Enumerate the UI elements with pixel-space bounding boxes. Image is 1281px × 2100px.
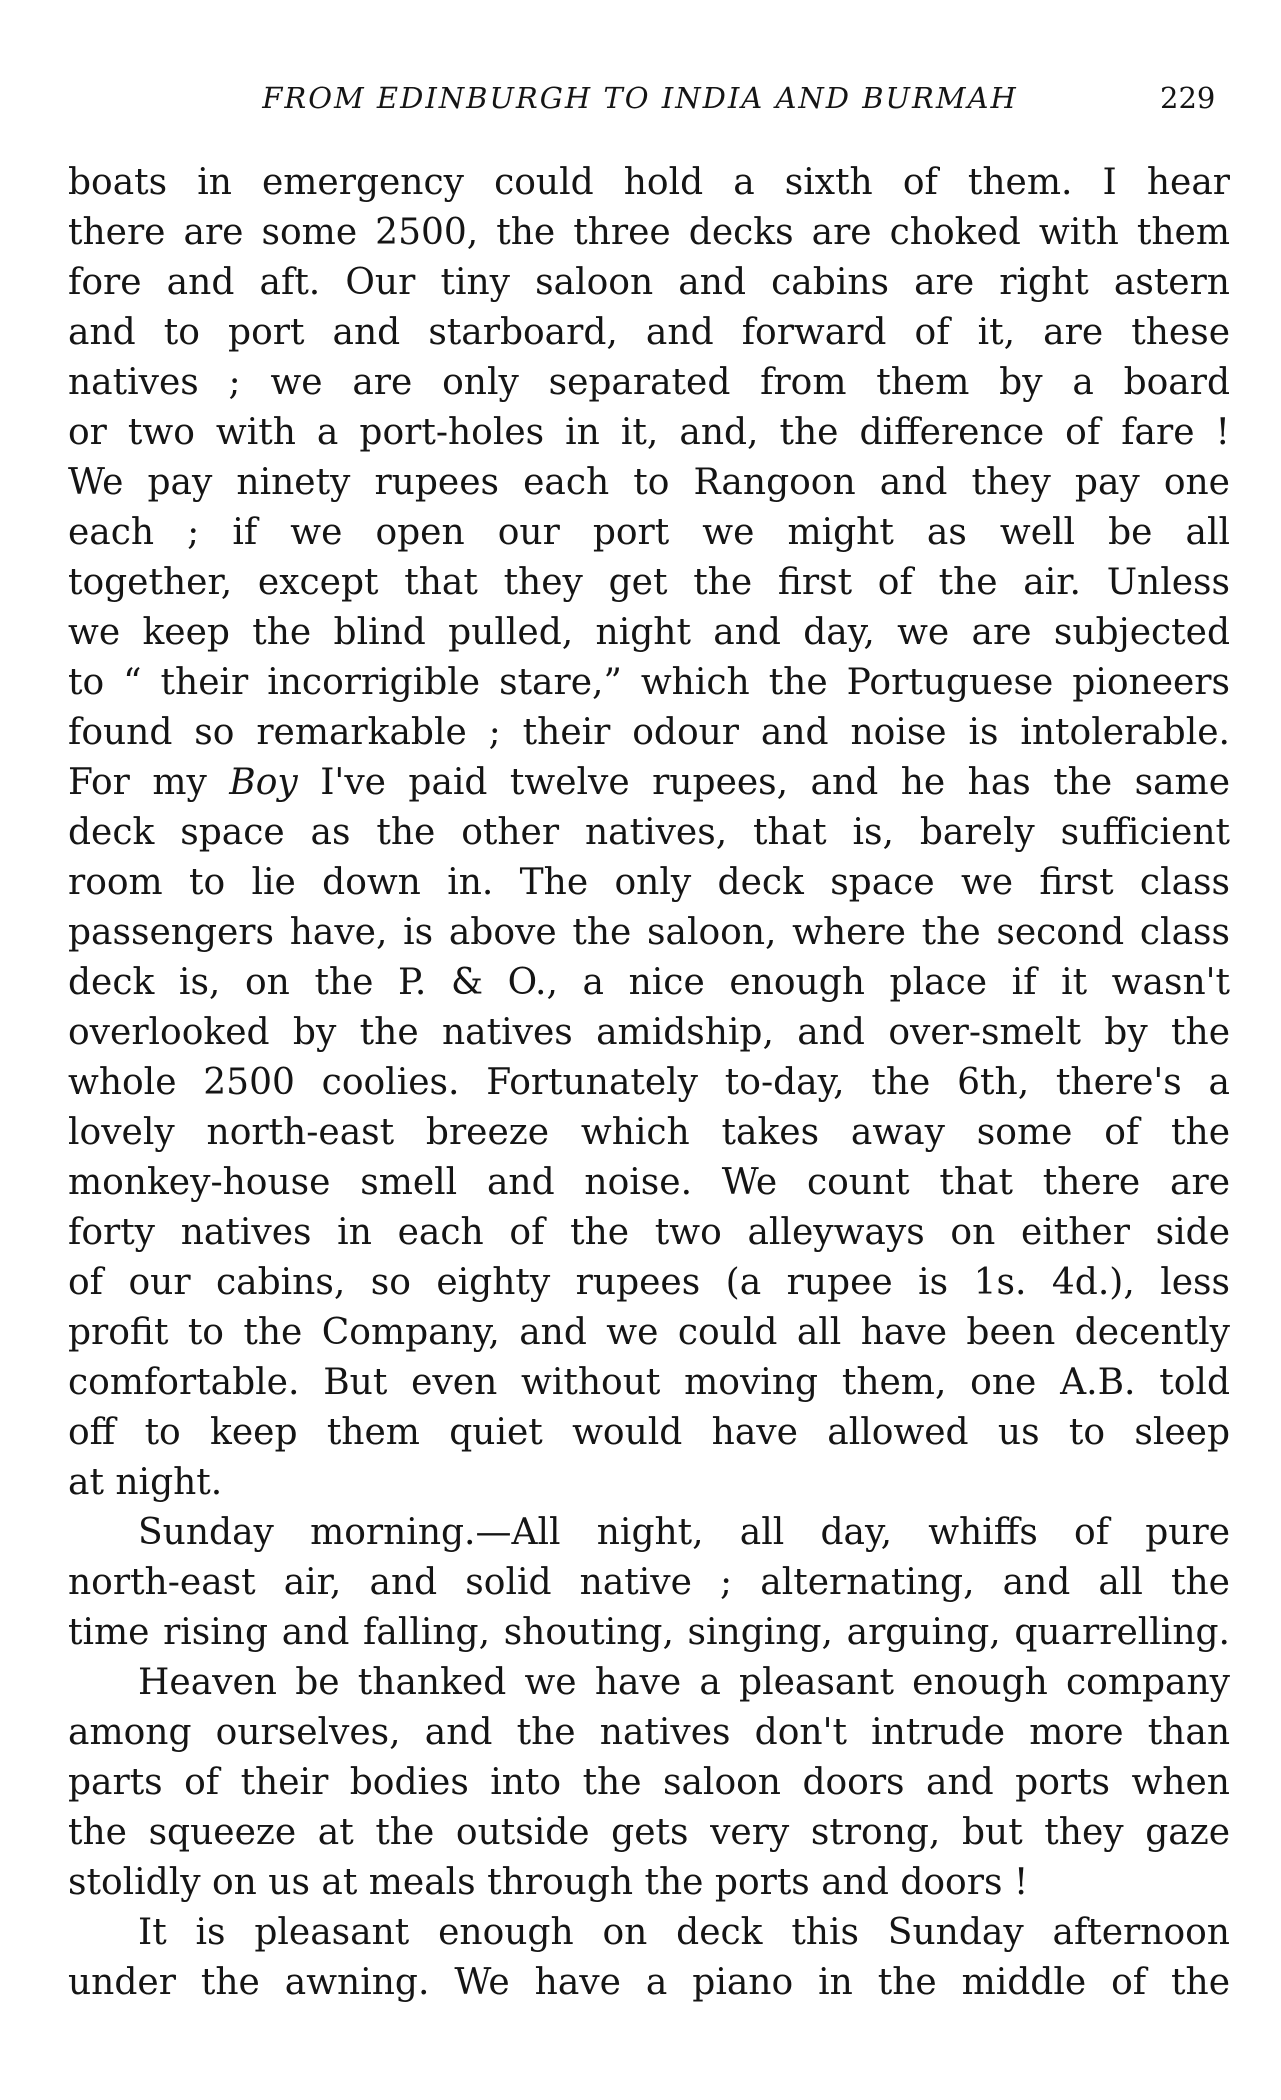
text-line: room to lie down in. The only deck space we first class <box>68 862 1230 903</box>
text-line: and to port and starboard, and forward of it, are these <box>68 312 1230 353</box>
text-line: Heaven be thanked we have a pleasant enough company <box>138 1662 1230 1703</box>
text-line: or two with a port-holes in it, and, the difference of fare ! <box>68 412 1230 453</box>
text-line: profit to the Company, and we could all have been decently <box>68 1312 1230 1353</box>
text-line: time rising and falling, shouting, singing, arguing, quarrelling. <box>68 1612 1230 1653</box>
text-line: forty natives in each of the two alleyways on either side <box>68 1212 1230 1253</box>
text-line: at night. <box>68 1462 223 1503</box>
running-head: FROM EDINBURGH TO INDIA AND BURMAH <box>262 81 1018 115</box>
text-line: off to keep them quiet would have allowed us to sleep <box>68 1412 1230 1453</box>
text-line: each ; if we open our port we might as well be all <box>68 512 1230 553</box>
text-line: north-east air, and solid native ; alternating, and all the <box>68 1562 1230 1603</box>
text-line: whole 2500 coolies. Fortunately to-day, the 6th, there's a <box>68 1062 1230 1103</box>
line-text-after: I've paid twelve rupees, and he has the same <box>297 762 1230 803</box>
body-text <box>68 158 1230 2008</box>
text-line: there are some 2500, the three decks are choked with them <box>68 212 1230 253</box>
text-line: deck space as the other natives, that is, barely sufficient <box>68 812 1230 853</box>
text-line: found so remarkable ; their odour and noise is intolerable. <box>68 712 1230 753</box>
text-line: boats in emergency could hold a sixth of them. I hear <box>68 162 1230 203</box>
text-line: deck is, on the P. & O., a nice enough place if it wasn't <box>68 962 1230 1003</box>
text-line: natives ; we are only separated from them by a board <box>68 362 1230 403</box>
text-line: We pay ninety rupees each to Rangoon and they pay one <box>68 462 1230 503</box>
text-line: together, except that they get the first of the air. Unless <box>68 562 1230 603</box>
text-line: passengers have, is above the saloon, where the second class <box>68 912 1230 953</box>
text-line: Sunday morning.—All night, all day, whiffs of pure <box>138 1512 1230 1553</box>
text-line: monkey-house smell and noise. We count that there are <box>68 1162 1230 1203</box>
text-line <box>68 758 1230 808</box>
text-line: lovely north-east breeze which takes away some of the <box>68 1112 1230 1153</box>
text-line: It is pleasant enough on deck this Sunday afternoon <box>138 1912 1230 1953</box>
text-line: overlooked by the natives amidship, and over-smelt by the <box>68 1012 1230 1053</box>
text-line: under the awning. We have a piano in the middle of the <box>68 1962 1230 2003</box>
text-line: parts of their bodies into the saloon doors and ports when <box>68 1762 1230 1803</box>
text-line: comfortable. But even without moving them, one A.B. told <box>68 1362 1230 1403</box>
text-line: fore and aft. Our tiny saloon and cabins are right astern <box>68 262 1230 303</box>
text-line: the squeeze at the outside gets very strong, but they gaze <box>68 1812 1230 1853</box>
text-line: we keep the blind pulled, night and day, we are subjected <box>68 612 1230 653</box>
text-line: to “ their incorrigible stare,” which the Portuguese pioneers <box>68 662 1230 703</box>
text-line: of our cabins, so eighty rupees (a rupee is 1s. 4d.), less <box>68 1262 1230 1303</box>
page-number: 229 <box>1160 81 1216 115</box>
italic-word: Boy <box>229 762 298 803</box>
line-text-before: For my <box>68 762 230 803</box>
text-line: among ourselves, and the natives don't intrude more than <box>68 1712 1230 1753</box>
text-line: stolidly on us at meals through the ports and doors ! <box>68 1862 1029 1903</box>
